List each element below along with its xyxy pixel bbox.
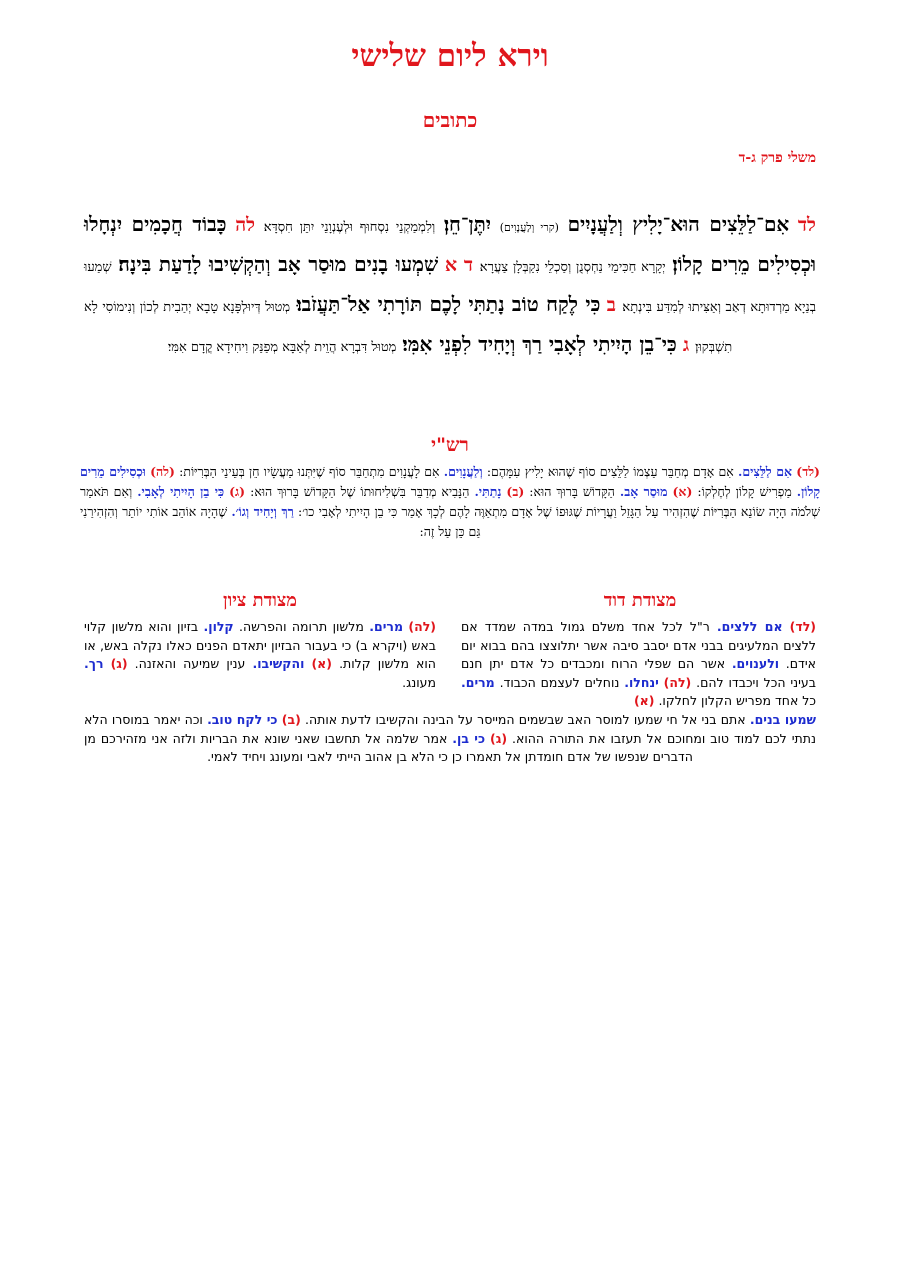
metzudat-zion-column bbox=[84, 618, 436, 692]
rashi-text: אִם לָעֲנָוִים מִתְחַבֵּר סוֹף שֶׁיִּתְּנוּ מַעֲשָׂיו חֵן בְּעֵינֵי הַבְּרִיּוֹת: bbox=[179, 464, 440, 479]
verse-tag: (לה) bbox=[663, 674, 692, 690]
dibur-hamatchil: ולענוים. bbox=[731, 656, 780, 671]
verse-number: א bbox=[444, 254, 458, 276]
verse-number: לה bbox=[235, 214, 256, 236]
verse-tag: (לד) bbox=[796, 464, 820, 479]
rashi-text: הַנָּבִיא מְדַבֵּר בִּשְׁלִיחוּתוֹ שֶׁל הַקָּדוֹשׁ בָּרוּךְ הוּא: bbox=[250, 484, 470, 499]
verses-block bbox=[84, 206, 816, 366]
verse-tag: (א) bbox=[672, 484, 693, 499]
targum-text: יְקָרָא חַכִּימֵי נַחְסְנֻן וְסַכְלֵי נִקַבְּלָן צַעֲרָא׃ bbox=[479, 260, 666, 275]
commentary-text: מעונג. bbox=[402, 674, 436, 690]
rashi-commentary bbox=[80, 462, 820, 542]
verse bbox=[255, 214, 816, 236]
commentary-text: ענין שמיעה והאזנה. bbox=[134, 656, 246, 671]
dibur-hamatchil: ינחלו. bbox=[624, 674, 659, 690]
commentary-text: ר"ל לכל אחד משלם גמול במדה שמדד אם ללצים המלעיגים בבני אדם יסבב סיבה אשר יתלוצצו בהם בבוא יום אידם. bbox=[461, 619, 816, 671]
metzudat-dovid-continuation bbox=[84, 711, 816, 767]
verse-text: שִׁמְעוּ בָנִים מוּסַר אָב וְהַקְשִׁיבוּ לָדַעַת בִּינָה׃ bbox=[118, 252, 439, 276]
rashi-text: מַפְרִישׁ קָלוֹן לְחֶלְקוֹ: bbox=[697, 484, 792, 499]
dibur-hamatchil: רַךְ וְיָחִיד וְגוֹ׳. bbox=[231, 504, 294, 519]
commentary-text: אשר הם שפלי הרוח ומכבדים כל אדם יתן חנם בעיני הכל ויכבדו להם. bbox=[461, 656, 816, 690]
verse-tag: (ג) bbox=[229, 484, 246, 499]
verse-tag: (לה) bbox=[150, 464, 175, 479]
verse-text: כָּבוֹד חֲכָמִים יִנְחָלוּ וּכְסִילִים מֵרִים קָלוֹן׃ bbox=[84, 212, 817, 276]
metzudat-dovid-title: מצודת דוד bbox=[603, 590, 677, 611]
qere-note: (קרי וְלַעֲנָוִים) bbox=[499, 221, 559, 234]
metzudat-zion-title: מצודת ציון bbox=[223, 590, 297, 611]
dibur-hamatchil: וְלַעֲנָוִים. bbox=[443, 464, 483, 479]
verse-tag: (ב) bbox=[506, 484, 525, 499]
dibur-hamatchil: מוּסַר אָב. bbox=[619, 484, 668, 499]
verse-tag: (ג) bbox=[490, 730, 508, 746]
rashi-text: שֶׁהָיָה אוֹהֵב אוֹתִי יוֹתֵר וְהִזְהִירַנִי גַּם כֵּן עַל זֶה: bbox=[80, 504, 481, 539]
dibur-hamatchil: כי לקח טוב. bbox=[207, 712, 278, 727]
verse bbox=[168, 334, 689, 356]
dibur-hamatchil: והקשיבו. bbox=[252, 656, 305, 671]
commentary-text: אתם בני אל חי שמעו למוסר האב שבשמים המייסר על הבינה והקשיבו לדעת אותה. bbox=[305, 712, 746, 727]
targum-text: שְׁמַעוּ בְנַיָא מַרְדוּתָא דְאַב וְאַצִּיתוּ לְמִדַּע בִּינְתָא׃ bbox=[84, 260, 816, 315]
rashi-entry bbox=[250, 484, 524, 499]
rashi-entry bbox=[179, 464, 482, 479]
chapter-number: ד bbox=[463, 254, 474, 276]
verse-text: אִם־לַלֵּצִים הוּא־יָלִיץ וְלַעֲנָיִים bbox=[567, 212, 790, 236]
commentary-text: נוחלים לעצמם הכבוד. bbox=[499, 674, 620, 690]
dibur-hamatchil: נָתַתִּי. bbox=[474, 484, 502, 499]
verse-text: יִתֶּן־חֵן׃ bbox=[443, 212, 492, 236]
dibur-hamatchil: כִּי בֵן הָיִיתִי לְאָבִי. bbox=[137, 484, 225, 499]
metzudat-dovid-column bbox=[461, 618, 816, 711]
dibur-hamatchil: שמעו בנים. bbox=[749, 712, 816, 727]
dibur-hamatchil: אִם לַלֵּצִים. bbox=[737, 464, 793, 479]
verse-number: ג bbox=[682, 334, 690, 356]
commentary-text: בזיון והוא מלשון קלוי באש (ויקרא ב) כי בעבור הבזיון יתאדם הפנים כאלו נקלה באש, או הוא מלשון קלות. bbox=[84, 619, 436, 671]
dibur-hamatchil: מרים. bbox=[369, 619, 403, 634]
verse-tag: (לד) bbox=[789, 619, 816, 634]
verse-tag: (ב) bbox=[281, 712, 301, 727]
verse-text: כִּי לֶקַח טוֹב נָתַתִּי לָכֶם תּוֹרָתִי אַל־תַּעֲזֹבוּ׃ bbox=[296, 292, 601, 316]
dibur-hamatchil: קלון. bbox=[203, 619, 234, 634]
dibur-hamatchil: אם ללצים. bbox=[716, 619, 783, 634]
commentary-text: אמר שלמה אל תחשבו שאני שונא את הבריות ולזה אני מזהירכם מן הדברים שנפשו של אדם חומדתן אל תאמרו כן כי הלא בן אהוב הייתי לאבי ומעונג ויחיד לאמי. bbox=[84, 730, 693, 764]
verse-text: כִּי־בֵן הָיִיתִי לְאָבִי רַךְ וְיָחִיד לִפְנֵי אִמִּי׃ bbox=[402, 332, 677, 356]
verse-tag: (ג) bbox=[110, 656, 128, 671]
rashi-entry bbox=[529, 484, 692, 499]
verse-tag: (לה) bbox=[408, 619, 436, 634]
verse-tag: (א) bbox=[633, 693, 655, 708]
commentary-text: וכה יאמר במוסרו הלא נתתי לכם למוד טוב ומחוכם אל תעזבו את התורה ההוא. bbox=[84, 712, 816, 746]
rashi-text: אִם אָדָם מְחַבֵּר עַצְמוֹ לַלֵּצִים סוֹף שֶׁהוּא יָלִיץ עִמָּהֶם: bbox=[486, 464, 734, 479]
verse-number: לד bbox=[797, 214, 816, 236]
targum-text: מְטוּל דְּיוּלְפָּנָא טָבָא יְהַבִית לְכוֹן וְנִימוֹסִי לָא תִשְׁבְּקוּן׃ bbox=[84, 300, 733, 355]
verse-number: ב bbox=[606, 294, 616, 316]
rashi-text: הַקָּדוֹשׁ בָּרוּךְ הוּא: bbox=[529, 484, 615, 499]
chapter-reference: משלי פרק ג-ד bbox=[738, 150, 816, 166]
rashi-entry bbox=[487, 464, 820, 479]
targum-text: מְטוּל דִּבְרָא הֲוֵית לְאַבָּא מְפַנַּק וִיחִידָא קֳדָם אִמִּי׃ bbox=[167, 340, 397, 355]
commentary-text: מלשון תרומה והפרשה. bbox=[239, 619, 364, 634]
dibur-hamatchil: וּכְסִילִים מֵרִים קָלוֹן. bbox=[80, 464, 821, 499]
dibur-hamatchil: כי בן. bbox=[452, 730, 486, 746]
dibur-hamatchil: מרים. bbox=[461, 674, 495, 690]
rashi-text: וְאִם תֹּאמַר שְׁלֹמֹה הָיָה שׂוֹנֵא הַבְּרִיּוֹת שֶׁהִזְהִיר עַל הַגָּזֵל וַעֲרָיוֹת שֶׁגּוּפוֹ שֶׁל אָדָם מִתְאַוֶּה לָהֶם לְכָךְ אָמַר כִּי בֵן הָיִיתִי לְאָבִי כו׳: bbox=[80, 484, 820, 519]
commentary-text: כל אחד מפריש הקלון לחלקו. bbox=[658, 693, 816, 708]
section-title: כתובים bbox=[422, 108, 478, 132]
verse-tag: (א) bbox=[311, 656, 332, 671]
page-title: וירא ליום שלישי bbox=[351, 38, 549, 74]
dibur-hamatchil: רך. bbox=[84, 656, 104, 671]
rashi-title: רש"י bbox=[431, 434, 469, 456]
targum-text: וְלִמְמַקְנֵי נִסְחוּף וּלְעֶנְוָנֵי יִתֵּן חִסְדָּא׃ bbox=[263, 220, 436, 235]
